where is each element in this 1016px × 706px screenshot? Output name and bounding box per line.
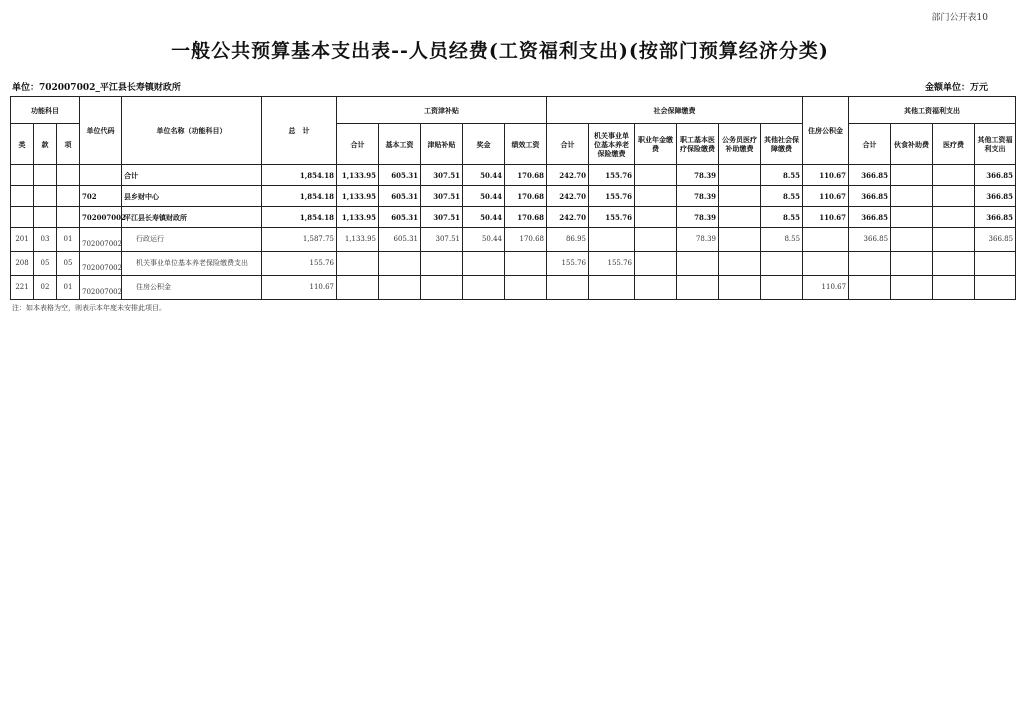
unit-code-header: 单位代码 (80, 97, 122, 165)
other-col-header: 医疗费 (933, 124, 975, 165)
other-cell (975, 276, 1016, 300)
unit-code-cell: 702007002 (80, 207, 122, 228)
unit-name-cell: 住房公积金 (122, 276, 262, 300)
amount-unit-label: 金额单位：万元 (924, 83, 988, 93)
other-cell: 366.85 (849, 165, 891, 186)
social-col-header: 其他社会保障缴费 (761, 124, 803, 165)
kuan-cell (34, 207, 57, 228)
wage-cell (421, 276, 463, 300)
total-cell: 110.67 (262, 276, 337, 300)
table-body (11, 165, 1016, 300)
lei-header: 类 (11, 124, 34, 165)
social-cell (719, 207, 761, 228)
table-number-label: 部门公开表10 (931, 13, 988, 23)
total-header: 总 计 (262, 97, 337, 165)
housing-cell (803, 252, 849, 276)
social-cell (635, 165, 677, 186)
table-row (11, 186, 1016, 207)
unit-code-cell (80, 165, 122, 186)
wage-cell: 307.51 (421, 186, 463, 207)
other-cell (891, 165, 933, 186)
social-group-header: 社会保障缴费 (547, 97, 803, 124)
other-cell (933, 228, 975, 252)
social-col-header: 职业年金缴费 (635, 124, 677, 165)
total-cell: 1,854.18 (262, 165, 337, 186)
social-cell (761, 252, 803, 276)
func-subject-header: 功能科目 (11, 97, 80, 124)
social-col-header: 合计 (547, 124, 589, 165)
wage-cell: 1,133.95 (337, 228, 379, 252)
wage-cell: 50.44 (463, 186, 505, 207)
xiang-cell: 01 (57, 276, 80, 300)
wage-cell: 605.31 (379, 165, 421, 186)
wage-cell: 1,133.95 (337, 186, 379, 207)
wage-cell: 170.68 (505, 165, 547, 186)
unit-name-cell: 合计 (122, 165, 262, 186)
housing-cell: 110.67 (803, 165, 849, 186)
wage-cell (463, 276, 505, 300)
other-cell: 366.85 (849, 228, 891, 252)
other-cell (891, 228, 933, 252)
table-row (11, 252, 1016, 276)
other-cell (891, 276, 933, 300)
table-row (11, 228, 1016, 252)
other-cell (891, 186, 933, 207)
kuan-cell: 05 (34, 252, 57, 276)
housing-header: 住房公积金 (803, 97, 849, 165)
social-cell (719, 165, 761, 186)
social-cell (719, 252, 761, 276)
housing-cell: 110.67 (803, 276, 849, 300)
wage-cell (337, 252, 379, 276)
unit-name-cell: 县乡财中心 (122, 186, 262, 207)
wage-cell (505, 276, 547, 300)
other-cell (849, 276, 891, 300)
wage-cell (379, 252, 421, 276)
other-col-header: 其他工资福利支出 (975, 124, 1016, 165)
wage-cell (337, 276, 379, 300)
social-cell: 78.39 (677, 186, 719, 207)
other-cell: 366.85 (849, 186, 891, 207)
xiang-cell (57, 165, 80, 186)
xiang-cell: 01 (57, 228, 80, 252)
social-cell (635, 252, 677, 276)
lei-cell: 201 (11, 228, 34, 252)
social-cell (719, 228, 761, 252)
other-cell (933, 207, 975, 228)
social-cell (719, 186, 761, 207)
other-cell (933, 252, 975, 276)
other-col-header: 合计 (849, 124, 891, 165)
lei-cell (11, 207, 34, 228)
social-col-header: 机关事业单位基本养老保险缴费 (589, 124, 635, 165)
wage-cell (505, 252, 547, 276)
unit-name-cell: 平江县长寿镇财政所 (122, 207, 262, 228)
wage-cell: 605.31 (379, 228, 421, 252)
social-cell (635, 207, 677, 228)
other-cell: 366.85 (975, 165, 1016, 186)
social-cell: 8.55 (761, 186, 803, 207)
lei-cell (11, 165, 34, 186)
wage-cell: 307.51 (421, 165, 463, 186)
social-col-header: 公务员医疗补助缴费 (719, 124, 761, 165)
housing-cell: 110.67 (803, 186, 849, 207)
total-cell: 1,854.18 (262, 207, 337, 228)
wage-cell (379, 276, 421, 300)
lei-cell (11, 186, 34, 207)
social-cell: 8.55 (761, 228, 803, 252)
wage-cell: 170.68 (505, 186, 547, 207)
housing-cell (803, 228, 849, 252)
unit-name-cell: 行政运行 (122, 228, 262, 252)
xiang-cell (57, 207, 80, 228)
other-cell (891, 207, 933, 228)
wage-cell: 170.68 (505, 207, 547, 228)
social-cell (677, 276, 719, 300)
wage-cell: 170.68 (505, 228, 547, 252)
social-cell: 8.55 (761, 165, 803, 186)
total-cell: 1,587.75 (262, 228, 337, 252)
table-row (11, 165, 1016, 186)
wage-cell: 605.31 (379, 186, 421, 207)
wage-cell: 50.44 (463, 165, 505, 186)
other-cell: 366.85 (849, 207, 891, 228)
wage-cell: 605.31 (379, 207, 421, 228)
social-cell (719, 276, 761, 300)
wage-cell: 50.44 (463, 207, 505, 228)
wage-col-header: 基本工资 (379, 124, 421, 165)
social-cell (635, 228, 677, 252)
unit-code-cell: 702007002 (80, 228, 122, 252)
wage-col-header: 津贴补贴 (421, 124, 463, 165)
unit-name-header: 单位名称（功能科目） (122, 97, 262, 165)
social-cell (547, 276, 589, 300)
social-cell: 242.70 (547, 186, 589, 207)
social-cell: 155.76 (589, 165, 635, 186)
wage-cell (421, 252, 463, 276)
wage-col-header: 合计 (337, 124, 379, 165)
other-cell: 366.85 (975, 186, 1016, 207)
wage-cell: 50.44 (463, 228, 505, 252)
social-cell (635, 186, 677, 207)
other-cell (891, 252, 933, 276)
wage-col-header: 奖金 (463, 124, 505, 165)
wage-cell: 307.51 (421, 228, 463, 252)
social-col-header: 职工基本医疗保险缴费 (677, 124, 719, 165)
lei-cell: 221 (11, 276, 34, 300)
xiang-header: 项 (57, 124, 80, 165)
social-cell (761, 276, 803, 300)
other-col-header: 伙食补助费 (891, 124, 933, 165)
other-group-header: 其他工资福利支出 (849, 97, 1016, 124)
social-cell: 155.76 (589, 252, 635, 276)
wage-col-header: 绩效工资 (505, 124, 547, 165)
unit-code-cell: 702007002 (80, 252, 122, 276)
xiang-cell: 05 (57, 252, 80, 276)
social-cell: 155.76 (547, 252, 589, 276)
total-cell: 1,854.18 (262, 186, 337, 207)
other-cell (933, 186, 975, 207)
wage-group-header: 工资津补贴 (337, 97, 547, 124)
budget-table (10, 96, 1016, 300)
social-cell (589, 276, 635, 300)
social-cell: 78.39 (677, 228, 719, 252)
kuan-header: 款 (34, 124, 57, 165)
wage-cell: 307.51 (421, 207, 463, 228)
social-cell (635, 276, 677, 300)
social-cell: 86.95 (547, 228, 589, 252)
lei-cell: 208 (11, 252, 34, 276)
social-cell (677, 252, 719, 276)
table-row (11, 276, 1016, 300)
wage-cell (463, 252, 505, 276)
social-cell: 242.70 (547, 207, 589, 228)
total-cell: 155.76 (262, 252, 337, 276)
other-cell (933, 165, 975, 186)
unit-name-cell: 机关事业单位基本养老保险缴费支出 (122, 252, 262, 276)
table-row (11, 207, 1016, 228)
unit-label: 单位：702007002_平江县长寿镇财政所 (12, 83, 181, 93)
other-cell (849, 252, 891, 276)
kuan-cell: 03 (34, 228, 57, 252)
xiang-cell (57, 186, 80, 207)
kuan-cell: 02 (34, 276, 57, 300)
social-cell: 78.39 (677, 207, 719, 228)
footnote: 注：如本表格为空，则表示本年度未安排此项目。 (12, 304, 166, 312)
unit-code-cell: 702007002 (80, 276, 122, 300)
social-cell: 242.70 (547, 165, 589, 186)
other-cell: 366.85 (975, 207, 1016, 228)
kuan-cell (34, 165, 57, 186)
social-cell: 155.76 (589, 186, 635, 207)
other-cell (975, 252, 1016, 276)
social-cell (589, 228, 635, 252)
social-cell: 155.76 (589, 207, 635, 228)
wage-cell: 1,133.95 (337, 207, 379, 228)
page-title: 一般公共预算基本支出表--人员经费(工资福利支出)(按部门预算经济分类) (171, 40, 829, 62)
unit-code-cell: 702 (80, 186, 122, 207)
social-cell: 78.39 (677, 165, 719, 186)
other-cell: 366.85 (975, 228, 1016, 252)
other-cell (933, 276, 975, 300)
housing-cell: 110.67 (803, 207, 849, 228)
wage-cell: 1,133.95 (337, 165, 379, 186)
social-cell: 8.55 (761, 207, 803, 228)
kuan-cell (34, 186, 57, 207)
